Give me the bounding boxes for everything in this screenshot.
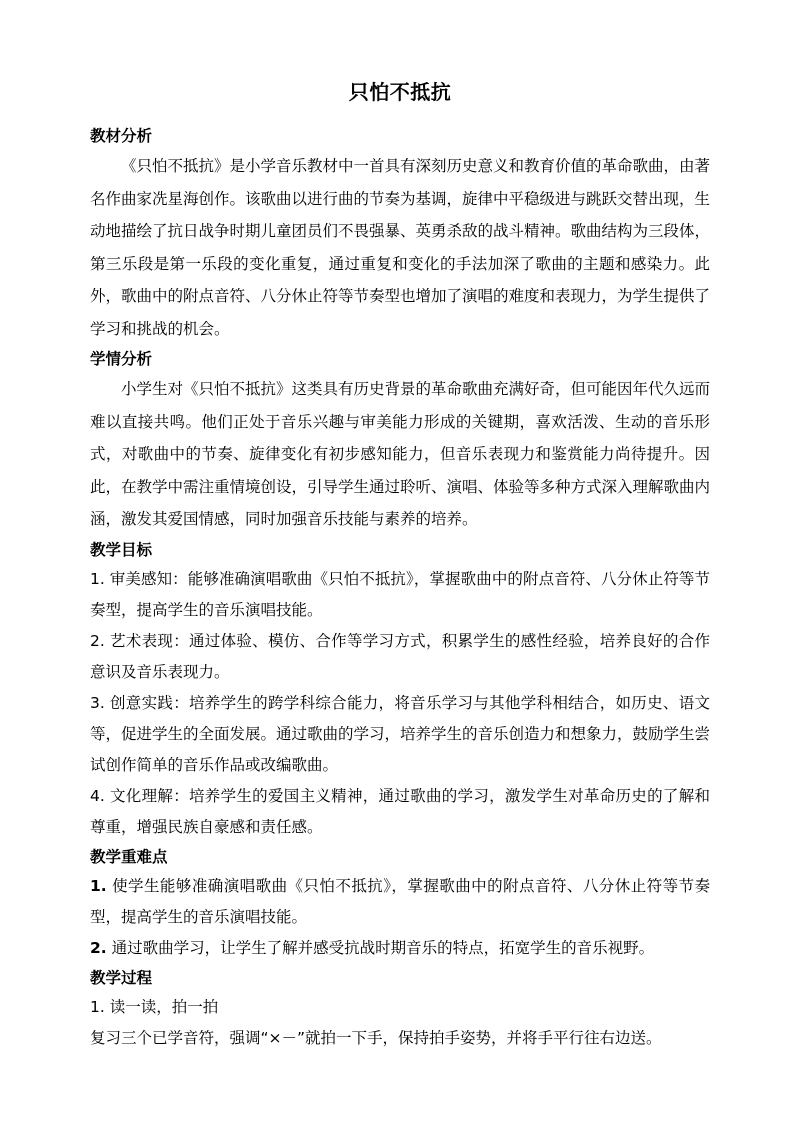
goal-item: 1. 审美感知：能够准确演唱歌曲《只怕不抵抗》，掌握歌曲中的附点音符、八分休止符等节奏型，提高学生的音乐演唱技能。 — [90, 569, 710, 619]
process-step: 1. 读一读，拍一拍 — [90, 997, 219, 1016]
section-heading-goals: 教学目标 — [90, 540, 153, 559]
key-point-number: 2. — [90, 938, 107, 957]
student-paragraph: 小学生对《只怕不抵抗》这类具有历史背景的革命歌曲充满好奇，但可能因年代久远而难以直接共鸣。他们正处于音乐兴趣与审美能力形成的关键期，喜欢活泼、生动的音乐形式，对歌曲中的节奏、旋律变化有初步感知能力，但音乐表现力和鉴赏能力尚待提升。因此，在教学中需注重情境创设，引导学生通过聆听、演唱、体验等多种方式深入理解歌曲内涵，激发其爱国情感，同时加强音乐技能与素养的培养。 — [90, 380, 711, 528]
document-title: 只怕不抵抗 — [348, 80, 452, 104]
key-point-item — [90, 871, 710, 933]
analysis-paragraph: 《只怕不抵抗》是小学音乐教材中一首具有深刻历史意义和教育价值的革命歌曲，由著名作曲家冼星海创作。该歌曲以进行曲的节奏为基调，旋律中平稳级进与跳跃交替出现，生动地描绘了抗日战争时期儿童团员们不畏强暴、英勇杀敌的战斗精神。歌曲结构为三段体，第三乐段是第一乐段的变化重复，通过重复和变化的手法加深了歌曲的主题和感染力。此外，歌曲中的附点音符、八分休止符等节奏型也增加了演唱的难度和表现力，为学生提供了学习和挑战的机会。 — [90, 157, 711, 338]
section-heading-analysis: 教材分析 — [90, 127, 153, 145]
section-heading-process: 教学过程 — [90, 968, 153, 987]
key-point-item — [90, 933, 710, 964]
goal-item: 4. 文化理解：培养学生的爱国主义精神，通过歌曲的学习，激发学生对革命历史的了解和尊重，增强民族自豪感和责任感。 — [90, 786, 710, 836]
document-page — [90, 78, 710, 1078]
section-heading-key-points: 教学重难点 — [90, 847, 168, 866]
goal-item: 3. 创意实践：培养学生的跨学科综合能力，将音乐学习与其他学科相结合，如历史、语文等，促进学生的全面发展。通过歌曲的学习，培养学生的音乐创造力和想象力，鼓励学生尝试创作简单的音乐作品或改编歌曲。 — [90, 693, 711, 774]
goal-item: 2. 艺术表现：通过体验、模仿、合作等学习方式，积累学生的感性经验，培养良好的合作意识及音乐表现力。 — [90, 631, 710, 681]
key-point-text: 通过歌曲学习，让学生了解并感受抗战时期音乐的特点，拓宽学生的音乐视野。 — [111, 938, 655, 957]
key-point-text: 使学生能够准确演唱歌曲《只怕不抵抗》，掌握歌曲中的附点音符、八分休止符等节奏型，提高学生的音乐演唱技能。 — [90, 876, 710, 926]
key-point-number: 1. — [90, 876, 107, 895]
process-text: 复习三个已学音符，强调“×－”就拍一下手，保持拍手姿势，并将手平行往右边送。 — [90, 1028, 662, 1047]
section-heading-student: 学情分析 — [90, 350, 153, 368]
